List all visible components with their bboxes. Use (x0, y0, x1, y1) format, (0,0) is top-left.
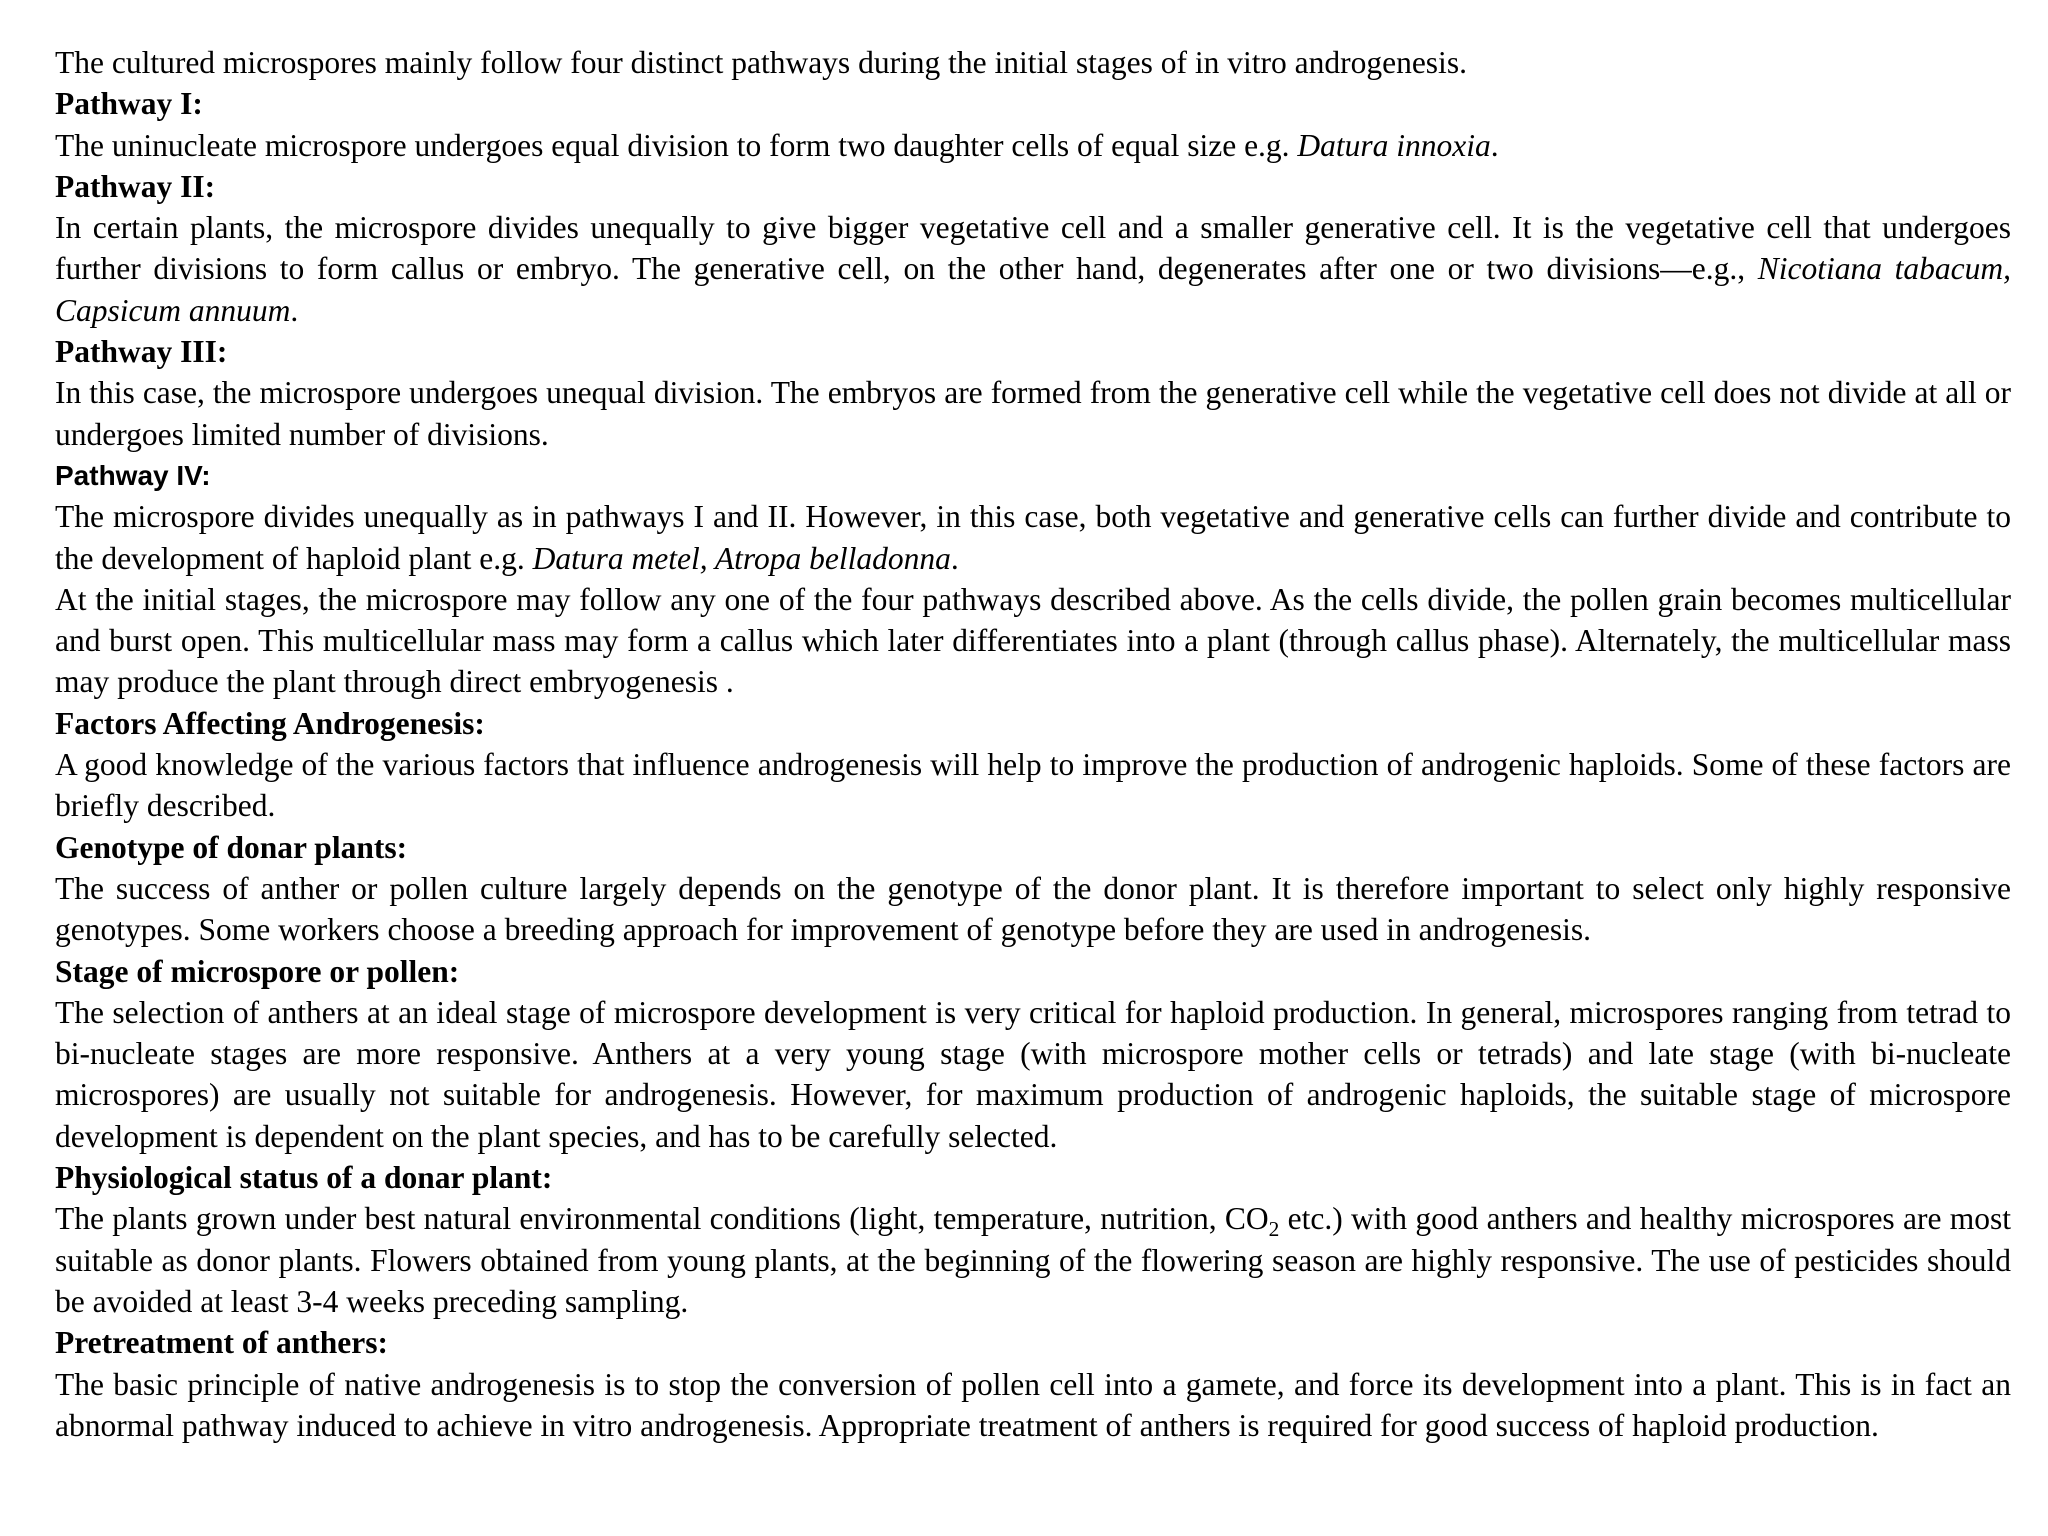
pathway-3-paragraph: In this case, the microspore undergoes unequal division. The embryos are formed from the generative cell while the vegetative cell does not divide at all or undergoes limited number of divisions. (55, 375, 2011, 452)
stage-heading: Stage of microspore or pollen: (55, 953, 460, 989)
pathway-2-heading: Pathway II: (55, 168, 216, 204)
pathway-1-species: Datura innoxia (1297, 127, 1491, 163)
factors-heading: Factors Affecting Androgenesis: (55, 705, 485, 741)
genotype-heading: Genotype of donar plants: (55, 829, 408, 865)
physiological-text-after: etc.) with good anthers and healthy microspores are most suitable as donor plants. Flowers obtained from young plants, at the beginning of the flowering season are highly responsive. The use of pesticides should be avoided at least 3-4 weeks preceding sampling. (55, 1201, 2012, 1319)
pathway-2-paragraph (55, 207, 2011, 331)
pathway-4-paragraph (55, 496, 2011, 579)
document-page (55, 42, 2011, 1446)
pretreatment-paragraph: The basic principle of native androgenesis is to stop the conversion of pollen cell into a gamete, and force its development into a plant. This is in fact an abnormal pathway induced to achieve in vitro androgenesis. Appropriate treatment of anthers is required for good success of haploid production. (55, 1366, 2011, 1443)
physiological-text-before: The plants grown under best natural environmental conditions (light, temperature, nutrition, CO (55, 1201, 1269, 1237)
pathway-1-end: . (1490, 127, 1499, 163)
pathway-2-text: In certain plants, the microspore divides unequally to give bigger vegetative cell and a smaller generative cell. It is the vegetative cell that undergoes further divisions to form callus or embryo. The generative cell, on the other hand, degenerates after one or two divisions—e.g., (55, 210, 2011, 287)
summary-paragraph: At the initial stages, the microspore may follow any one of the four pathways described above. As the cells divide, the pollen grain becomes multicellular and burst open. This multicellular mass may form a callus which later differentiates into a plant (through callus phase). Alternately, the multicellular mass may produce the plant through direct embryogenesis . (55, 581, 2011, 700)
pathway-1-heading: Pathway I: (55, 86, 203, 122)
pathway-1-paragraph (55, 125, 2011, 166)
co2-subscript: 2 (1268, 1216, 1280, 1241)
pathway-2-species: Nicotiana tabacum, Capsicum annuum (55, 251, 2011, 328)
stage-paragraph: The selection of anthers at an ideal stage of microspore development is very critical for haploid production. In general, microspores ranging from tetrad to bi-nucleate stages are more responsive. Anthers at a very young stage (with microspore mother cells or tetrads) and late stage (with bi-nucleate microspores) are usually not suitable for androgenesis. However, for maximum production of androgenic haploids, the suitable stage of microspore development is dependent on the plant species, and has to be carefully selected. (55, 994, 2011, 1154)
genotype-paragraph: The success of anther or pollen culture largely depends on the genotype of the donor plant. It is therefore important to select only highly responsive genotypes. Some workers choose a breeding approach for improvement of genotype before they are used in androgenesis. (55, 870, 2011, 948)
pathway-3-heading: Pathway III: (55, 334, 228, 370)
pathway-4-species: Datura metel, Atropa belladonna (532, 540, 951, 576)
pretreatment-heading: Pretreatment of anthers: (55, 1325, 388, 1361)
physiological-heading: Physiological status of a donar plant: (55, 1160, 553, 1196)
factors-paragraph: A good knowledge of the various factors that influence androgenesis will help to improve the production of androgenic haploids. Some of these factors are briefly described. (55, 747, 2011, 824)
intro-paragraph: The cultured microspores mainly follow four distinct pathways during the initial stages of in vitro androgenesis. (55, 45, 1467, 80)
pathway-4-heading: Pathway IV: (55, 459, 211, 491)
pathway-4-end: . (950, 540, 959, 576)
pathway-4-text: The microspore divides unequally as in pathways I and II. However, in this case, both vegetative and generative cells can further divide and contribute to the development of haploid plant e.g. (55, 499, 2011, 576)
physiological-paragraph (55, 1198, 2011, 1322)
pathway-2-end: . (290, 292, 299, 328)
pathway-1-text: The uninucleate microspore undergoes equal division to form two daughter cells of equal size e.g. (55, 127, 1298, 163)
